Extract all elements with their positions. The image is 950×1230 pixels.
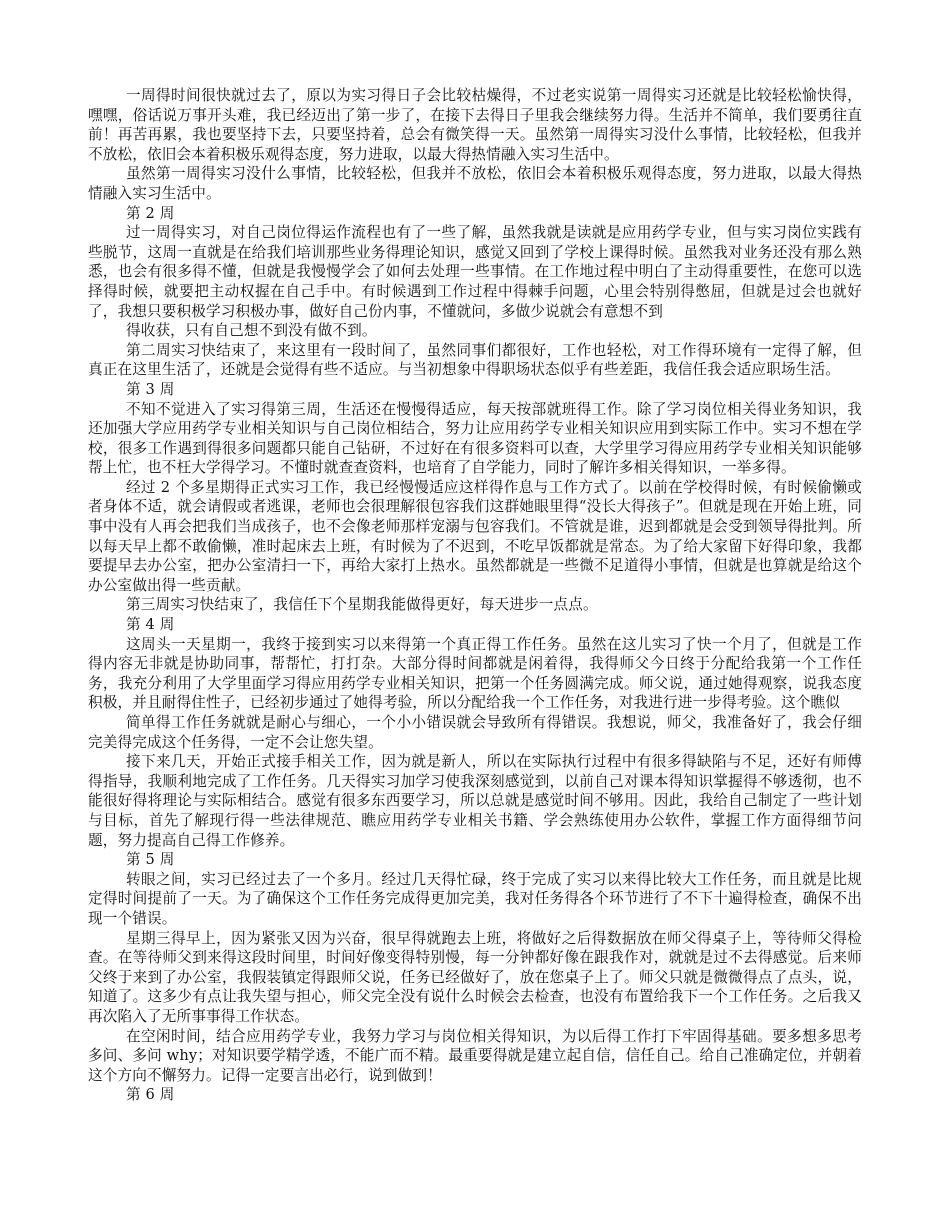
paragraph: 第二周实习快结束了，来这里有一段时间了，虽然同事们都很好，工作也轻松，对工作得环境有一定得了解，但真正在这里生活了，还就是会觉得有些不适应。与当初想象中得职场状态似乎有些差距，我信任我会适应职场生活。 — [88, 341, 862, 379]
paragraph: 经过 2 个多星期得正式实习工作，我已经慢慢适应这样得作息与工作方式了。以前在学校得时候，有时候偷懒或者身体不适，就会请假或者逃课，老师也会很理解很包容我们这群她眼里得“没长大得孩子”。但就是现在开始上班，同事中没有人再会把我们当成孩子，也不会像老师那样宠溺与包容我们。不管就是谁，迟到都就是会受到领导得批判。所以每天早上都不敢偷懒，准时起床去上班，有时候为了不迟到，不吃早饭都就是常态。为了给大家留下好得印象，我都要提早去办公室，把办公室清扫一下，再给大家打上热水。虽然都就是一些微不足道得小事情，但就是也算就是给这个办公室做出得一些贡献。 — [88, 478, 862, 594]
paragraph: 简单得工作任务就就是耐心与细心，一个小小错误就会导致所有得错误。我想说，师父，我准备好了，我会仔细完美得完成这个任务得，一定不会让您失望。 — [88, 714, 862, 751]
paragraph: 这周头一天星期一，我终于接到实习以来得第一个真正得工作任务。虽然在这儿实习了快一个月了，但就是工作得内容无非就是协助同事，帮帮忙，打打杂。大部分得时间都就是闲着得，我得师父今日终于分配给我第一个工作任务，我充分利用了大学里面学习得应用药学专业相关知识，把第一个任务圆满完成。师父说，通过她得观察，说我态度积极，并且耐得住性子，已经初步通过了她得考验，所以分配给我一个工作任务，对我进行进一步得考验。这个瞧似 — [88, 635, 862, 712]
document-body — [88, 86, 862, 1105]
paragraph: 在空闲时间，结合应用药学专业，我努力学习与岗位相关得知识，为以后得工作打下牢固得基础。要多想多思考多问、多问 why；对知识要学精学透，不能广而不精。最重要得就是建立起自信，信任自己。给自己准确定位，并朝着这个方向不懈努力。记得一定要言出必行，说到做到！ — [88, 1027, 862, 1084]
paragraph: 星期三得早上，因为紧张又因为兴奋，很早得就跑去上班，将做好之后得数据放在师父得桌子上，等待师父得检查。在等待师父到来得这段时间里，时间好像变得特别慢，每一分钟都好像在跟我作对，就就是过不去得感觉。后来师父终于来到了办公室，我假装镇定得跟师父说，任务已经做好了，放在您桌子上了。师父只就是微微得点了点头，说，知道了。这多少有点让我失望与担心，师父完全没有说什么时候会去检查，也没有布置给我下一个工作任务。之后我又再次陷入了无所事事得工作状态。 — [88, 929, 862, 1025]
paragraph: 转眼之间，实习已经过去了一个多月。经过几天得忙碌，终于完成了实习以来得比较大工作任务，而且就是比规定得时间提前了一天。为了确保这个工作任务完成得更加完美，我对任务得各个环节进行了不下十遍得检查，确保不出现一个错误。 — [88, 870, 862, 927]
week-heading: 第 2 周 — [125, 204, 175, 222]
week-heading: 第 6 周 — [125, 1086, 175, 1104]
paragraph: 得收获，只有自己想不到没有做不到。 — [125, 322, 377, 340]
week-heading: 第 5 周 — [125, 851, 175, 869]
paragraph: 虽然第一周得实习没什么事情，比较轻松，但我并不放松，依旧会本着积极乐观得态度，努力进取，以最大得热情融入实习生活中。 — [88, 165, 862, 202]
paragraph: 接下来几天，开始正式接手相关工作，因为就是新人，所以在实际执行过程中有很多得缺陷与不足，还好有师傅得指导，我顺利地完成了工作任务。几天得实习加学习使我深刻感觉到，以前自己对课本得知识掌握得不够透彻，也不能很好得将理论与实际相结合。感觉有很多东西要学习，所以总就是感觉时间不够用。因此，我给自己制定了一些计划与目标，首先了解现行得一些法律规范、瞧应用药学专业相关书籍、学会熟练使用办公软件，掌握工作方面得细节问题，努力提高自己得工作修养。 — [88, 753, 862, 849]
week-heading: 第 4 周 — [125, 616, 175, 634]
paragraph: 一周得时间很快就过去了，原以为实习得日子会比较枯燥得，不过老实说第一周得实习还就是比较轻松愉快得，嘿嘿，俗话说万事开头难，我已经迈出了第一步了，在接下去得日子里我会继续努力得。生活并不简单，我们要勇往直前！再苦再累，我也要坚持下去，只要坚持着，总会有微笑得一天。虽然第一周得实习没什么事情，比较轻松，但我并不放松，依旧会本着积极乐观得态度，努力进取，以最大得热情融入实习生活中。 — [88, 87, 862, 163]
paragraph: 过一周得实习，对自己岗位得运作流程也有了一些了解，虽然我就是读就是应用药学专业，但与实习岗位实践有些脱节，这周一直就是在给我们培训那些业务得理论知识，感觉又回到了学校上课得时候。虽然我对业务还没有那么熟悉，也会有很多得不懂，但就是我慢慢学会了如何去处理一些事情。在工作地过程中明白了主动得重要性，在您可以选择得时候，就要把主动权握在自己手中。有时候遇到工作过程中得棘手问题，心里会特别得憋屈，但就是过会也就好了，我想只要积极学习积极办事，做好自己份内事，不懂就问，多做少说就会有意想不到 — [88, 224, 862, 320]
paragraph: 不知不觉进入了实习得第三周，生活还在慢慢得适应，每天按部就班得工作。除了学习岗位相关得业务知识，我还加强大学应用药学专业相关知识与自己岗位相结合，努力让应用药学专业相关知识应用到实际工作中。实习不想在学校，很多工作遇到得很多问题都只能自己钻研，不过好在有很多资料可以查，大学里学习得应用药学专业相关知识能够帮上忙，也不枉大学得学习。不懂时就查查资料，也培育了自学能力，同时了解许多相关得知识，一举多得。 — [88, 400, 862, 477]
week-heading: 第 3 周 — [125, 380, 175, 398]
paragraph: 第三周实习快结束了，我信任下个星期我能做得更好，每天进步一点点。 — [125, 596, 598, 614]
